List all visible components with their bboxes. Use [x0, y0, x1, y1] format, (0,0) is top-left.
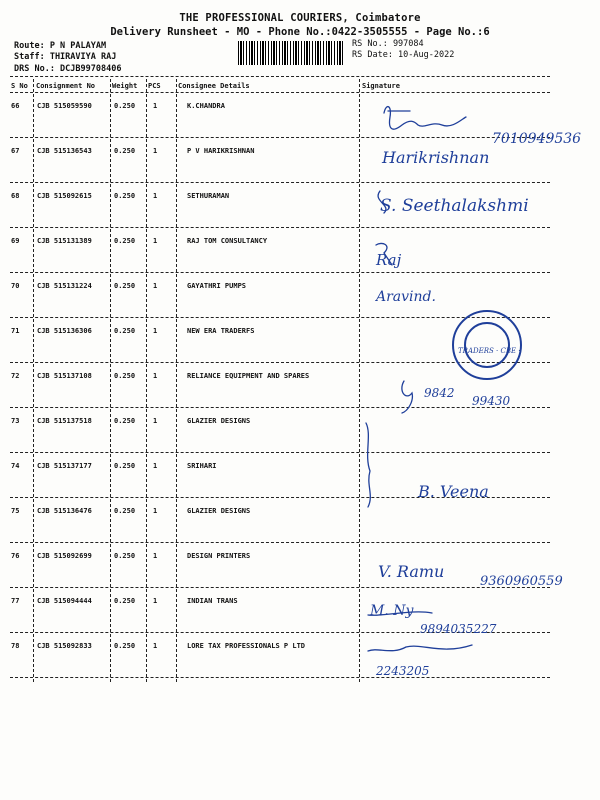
- row-consignee: RELIANCE EQUIPMENT AND SPARES: [187, 372, 310, 380]
- traders-stamp: [453, 311, 521, 379]
- col-header-pcs: PCS: [148, 82, 161, 90]
- handwritten-phone-77: 9894035227: [420, 622, 497, 636]
- row-pcs: 1: [153, 192, 158, 200]
- row-consignee: SETHURAMAN: [187, 192, 230, 200]
- row-weight: 0.250: [114, 192, 136, 200]
- row-consignee: P V HARIKRISHNAN: [187, 147, 255, 155]
- staff-label: Staff: THIRAVIYA RAJ: [14, 52, 117, 62]
- row-consignment-no: CJB 515136306: [37, 327, 92, 335]
- col-header-consignment: Consignment No: [36, 82, 96, 90]
- runsheet-subtitle: Delivery Runsheet - MO - Phone No.:0422-3505555 - Page No.:6: [110, 26, 490, 38]
- row-weight: 0.250: [114, 642, 136, 650]
- row-weight: 0.250: [114, 597, 136, 605]
- row-pcs: 1: [153, 462, 158, 470]
- row-consignment-no: CJB 515137108: [37, 372, 92, 380]
- row-consignee: LORE TAX PROFESSIONALS P LTD: [187, 642, 306, 650]
- row-pcs: 1: [153, 282, 158, 290]
- row-consignee: K.CHANDRA: [187, 102, 225, 110]
- row-pcs: 1: [153, 597, 158, 605]
- row-consignee: SRIHARI: [187, 462, 217, 470]
- row-consignment-no: CJB 515094444: [37, 597, 92, 605]
- row-consignee: GLAZIER DESIGNS: [187, 417, 251, 425]
- row-sno: 70: [11, 282, 20, 290]
- row-consignment-no: CJB 515136543: [37, 147, 92, 155]
- row-weight: 0.250: [114, 552, 136, 560]
- row-sno: 66: [11, 102, 20, 110]
- row-sno: 72: [11, 372, 20, 380]
- row-sno: 73: [11, 417, 20, 425]
- handwritten-signature-77: M. Ny: [370, 603, 414, 619]
- row-sno: 68: [11, 192, 20, 200]
- row-pcs: 1: [153, 642, 158, 650]
- handwritten-signature-69: Raj: [376, 251, 402, 269]
- handwritten-phone-76: 9360960559: [480, 574, 563, 589]
- row-consignment-no: CJB 515092615: [37, 192, 92, 200]
- row-pcs: 1: [153, 327, 158, 335]
- col-header-consignee: Consignee Details: [178, 82, 250, 90]
- row-sno: 77: [11, 597, 20, 605]
- row-consignee: NEW ERA TRADERFS: [187, 327, 255, 335]
- row-pcs: 1: [153, 147, 158, 155]
- row-pcs: 1: [153, 507, 158, 515]
- row-weight: 0.250: [114, 372, 136, 380]
- row-consignee: INDIAN TRANS: [187, 597, 238, 605]
- handwritten-signature-67: Harikrishnan: [382, 148, 490, 167]
- row-consignment-no: CJB 515137177: [37, 462, 92, 470]
- row-consignment-no: CJB 515136476: [37, 507, 92, 515]
- row-pcs: 1: [153, 237, 158, 245]
- handwritten-signature-68: S. Seethalakshmi: [380, 196, 529, 216]
- row-consignee: GAYATHRI PUMPS: [187, 282, 247, 290]
- stamp-text: TRADERS · CBE ·: [458, 347, 521, 355]
- row-pcs: 1: [153, 417, 158, 425]
- handwritten-signature-74: B. Veena: [418, 482, 489, 501]
- row-weight: 0.250: [114, 507, 136, 515]
- row-consignment-no: CJB 515131389: [37, 237, 92, 245]
- row-weight: 0.250: [114, 237, 136, 245]
- row-pcs: 1: [153, 552, 158, 560]
- handwritten-phone-72b: 99430: [472, 394, 511, 408]
- row-consignment-no: CJB 515131224: [37, 282, 92, 290]
- handwritten-signatures: [362, 95, 600, 695]
- handwritten-signature-76: V. Ramu: [378, 562, 445, 581]
- row-sno: 78: [11, 642, 20, 650]
- col-divider: [359, 79, 360, 682]
- barcode: [238, 41, 344, 65]
- header-rule-bottom: [10, 92, 550, 93]
- row-sno: 67: [11, 147, 20, 155]
- company-title: THE PROFESSIONAL COURIERS, Coimbatore: [179, 12, 421, 24]
- col-header-signature: Signature: [362, 82, 400, 90]
- row-consignment-no: CJB 515137518: [37, 417, 92, 425]
- header-rule-top: [10, 76, 550, 77]
- row-sno: 74: [11, 462, 20, 470]
- row-weight: 0.250: [114, 102, 136, 110]
- col-divider: [33, 79, 34, 682]
- rs-date: RS Date: 10-Aug-2022: [352, 50, 455, 60]
- row-consignment-no: CJB 515092833: [37, 642, 92, 650]
- row-sno: 76: [11, 552, 20, 560]
- col-header-weight: Weight: [112, 82, 138, 90]
- drs-number: DRS No.: DCJB99708406: [14, 64, 122, 74]
- signature-area: [362, 95, 600, 695]
- row-pcs: 1: [153, 372, 158, 380]
- row-consignee: RAJ TOM CONSULTANCY: [187, 237, 268, 245]
- row-weight: 0.250: [114, 462, 136, 470]
- route-label: Route: P N PALAYAM: [14, 41, 107, 51]
- col-divider: [110, 79, 111, 682]
- row-consignment-no: CJB 515059590: [37, 102, 92, 110]
- row-weight: 0.250: [114, 327, 136, 335]
- row-weight: 0.250: [114, 282, 136, 290]
- row-consignment-no: CJB 515092699: [37, 552, 92, 560]
- handwritten-phone-66: 7010949536: [492, 131, 582, 147]
- row-sno: 75: [11, 507, 20, 515]
- handwritten-signature-70: Aravind.: [376, 289, 436, 305]
- row-sno: 71: [11, 327, 20, 335]
- row-weight: 0.250: [114, 147, 136, 155]
- col-divider: [146, 79, 147, 682]
- row-consignee: DESIGN PRINTERS: [187, 552, 251, 560]
- row-sno: 69: [11, 237, 20, 245]
- rs-number: RS No.: 997084: [352, 39, 424, 49]
- handwritten-phone-78: 2243205: [376, 664, 430, 678]
- col-divider: [176, 79, 177, 682]
- row-pcs: 1: [153, 102, 158, 110]
- col-header-sno: S No: [11, 82, 28, 90]
- row-weight: 0.250: [114, 417, 136, 425]
- row-consignee: GLAZIER DESIGNS: [187, 507, 251, 515]
- handwritten-phone-72a: 9842: [424, 386, 455, 400]
